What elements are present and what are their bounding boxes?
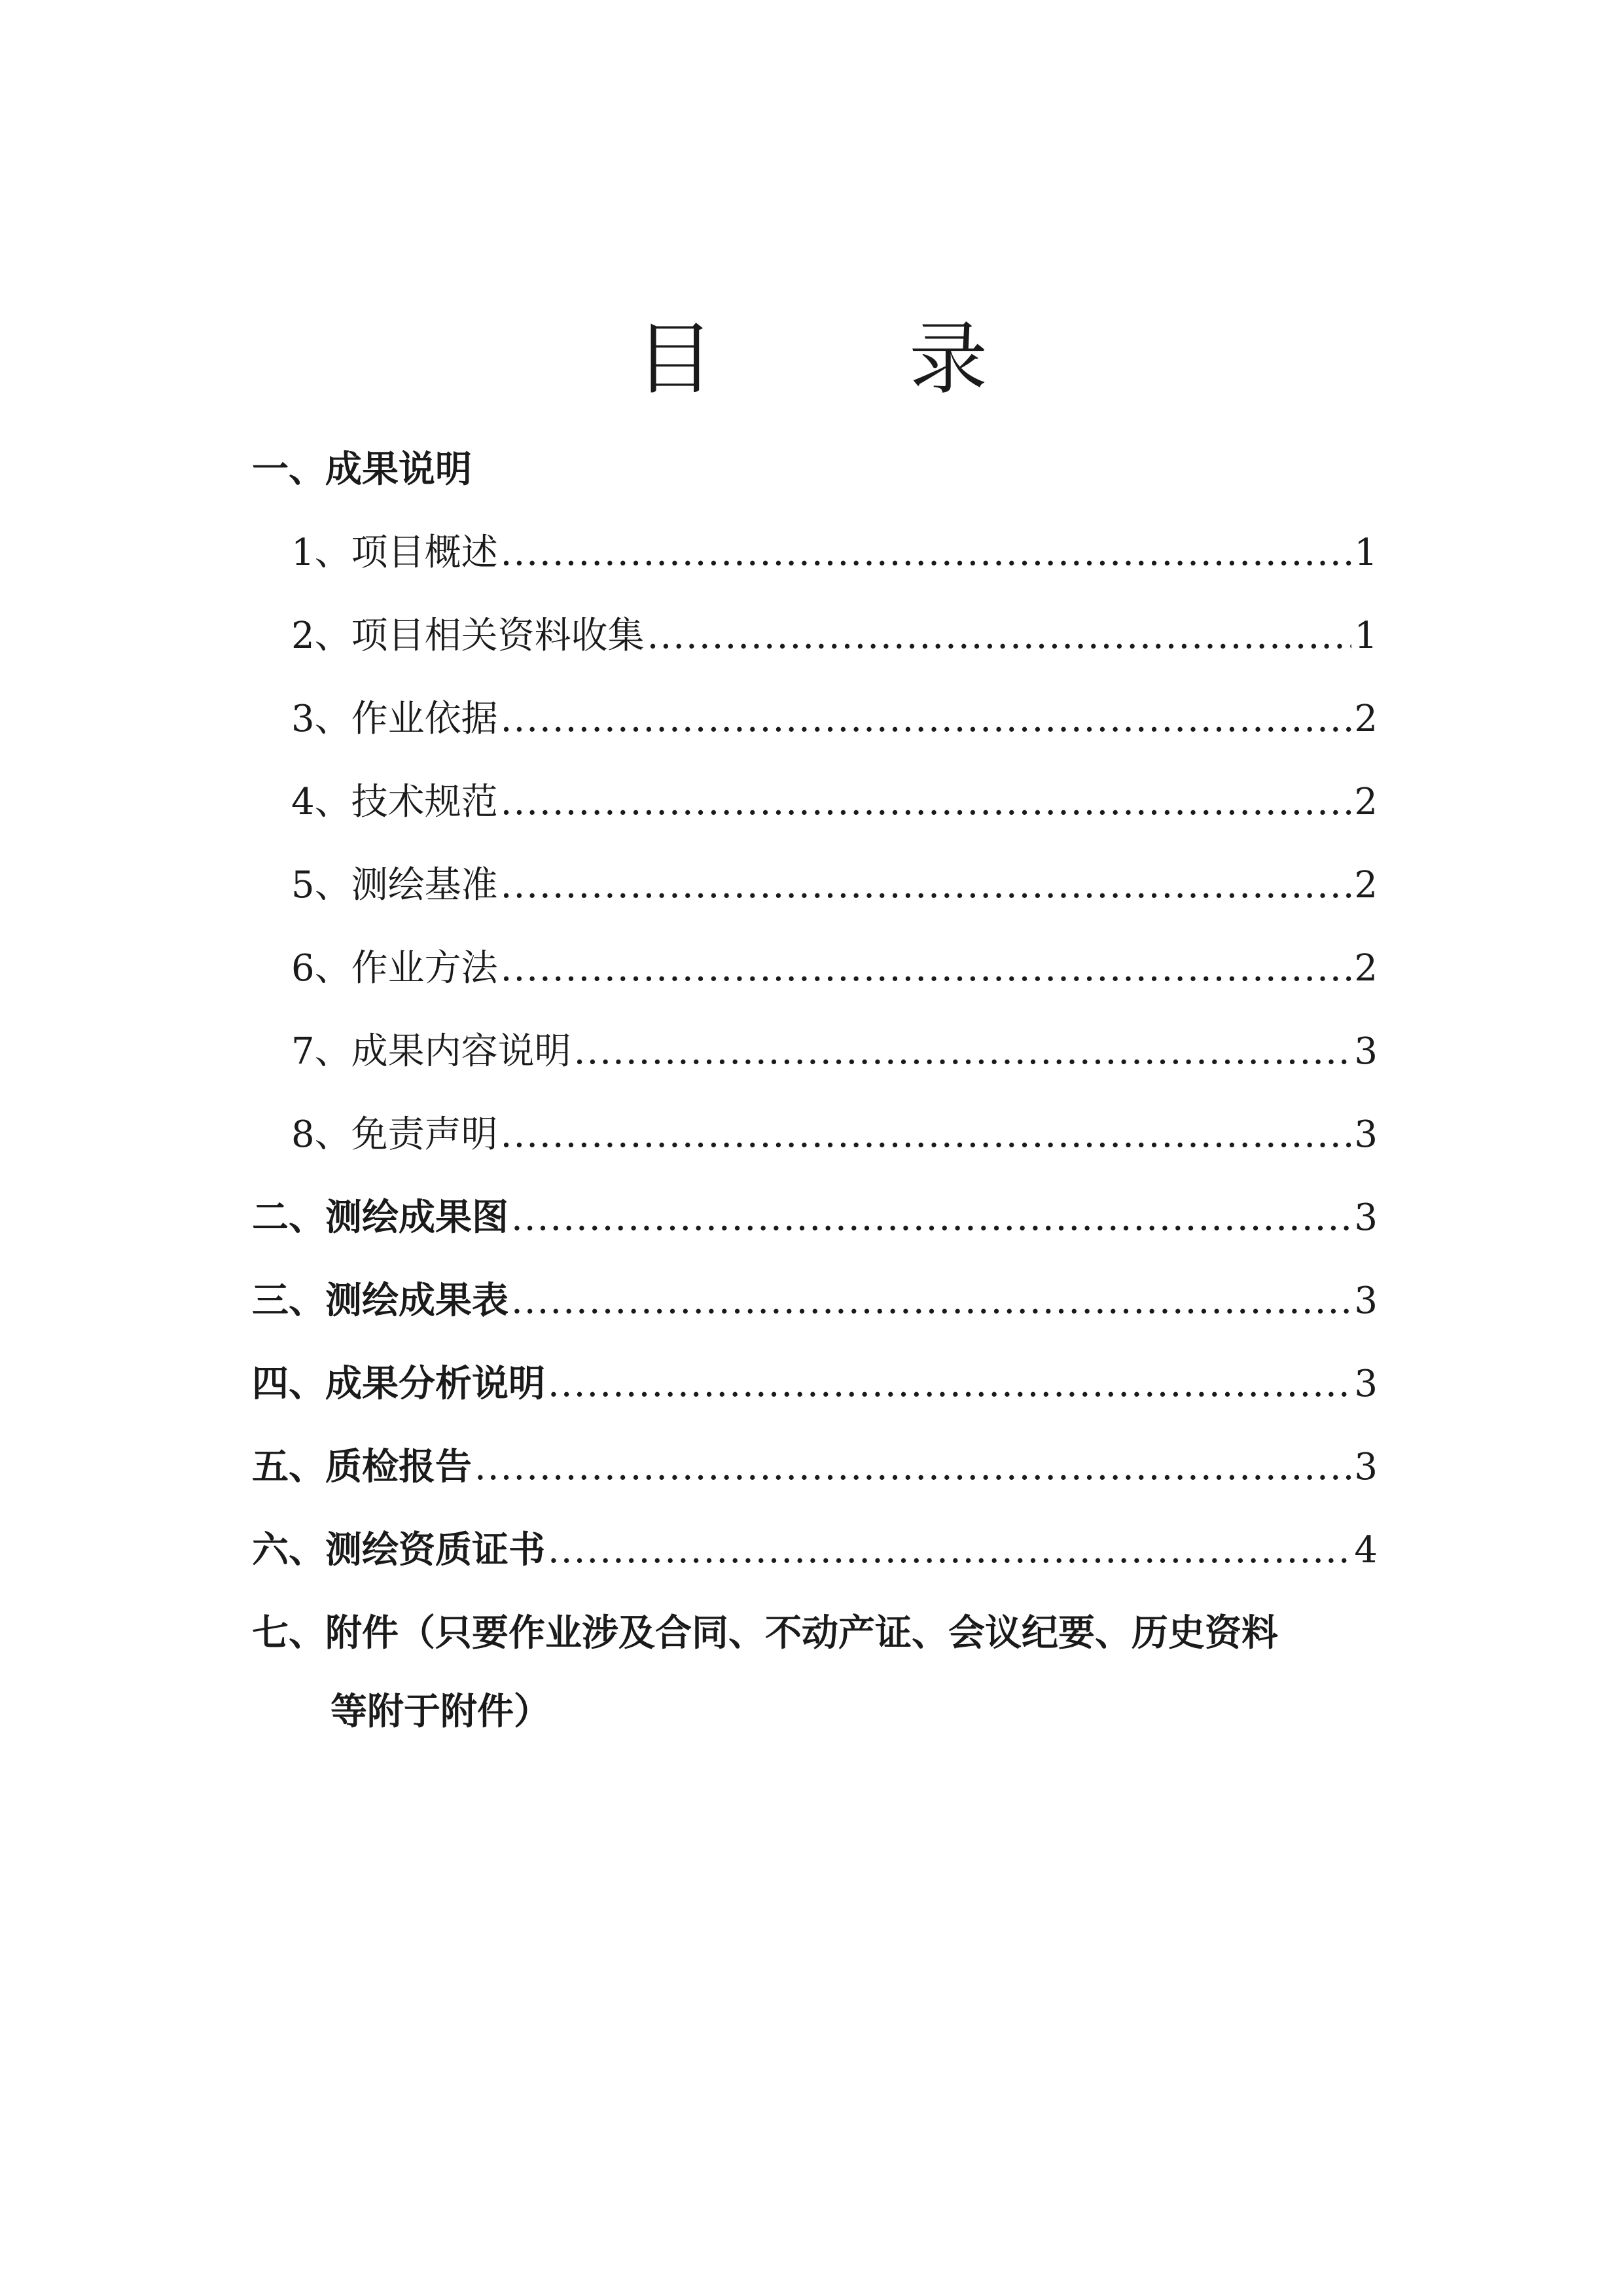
toc-section-label: 五、质检报告 xyxy=(252,1446,472,1488)
toc-item-label: 4、技术规范 xyxy=(291,781,498,823)
toc-section-label: 七、附件（只要作业涉及合同、不动产证、会议纪要、历史资料 xyxy=(252,1612,1278,1655)
toc-page-number: 2 xyxy=(1354,864,1378,906)
toc-section-label: 二、测绘成果图 xyxy=(252,1196,508,1239)
toc-page-number: 3 xyxy=(1354,1446,1378,1488)
toc-section-7-continued xyxy=(330,1679,1378,1745)
toc-dot-leader xyxy=(501,936,1352,1001)
toc-dot-leader xyxy=(501,853,1352,918)
toc-section-label: 四、成果分析说明 xyxy=(252,1363,545,1405)
toc-page-number: 3 xyxy=(1354,1363,1378,1405)
toc-dot-leader xyxy=(511,1185,1351,1251)
toc-page-number: 3 xyxy=(1354,1280,1378,1322)
toc-item[interactable] xyxy=(291,770,1378,835)
toc-section[interactable] xyxy=(252,1435,1378,1500)
toc-dot-leader xyxy=(574,1019,1352,1085)
toc-section-label: 三、测绘成果表 xyxy=(252,1280,508,1322)
toc-item[interactable] xyxy=(291,853,1378,918)
toc-dot-leader xyxy=(501,1102,1352,1168)
toc-section-7[interactable] xyxy=(252,1601,1430,1666)
toc-section-label-continued: 等附于附件） xyxy=(330,1691,550,1733)
toc-dot-leader xyxy=(501,520,1352,586)
toc-page-number: 4 xyxy=(1354,1529,1378,1571)
toc-section[interactable] xyxy=(252,1268,1378,1334)
toc-dot-leader xyxy=(548,1352,1351,1417)
toc-section-label: 一、成果说明 xyxy=(252,448,472,491)
toc-section[interactable] xyxy=(252,1352,1378,1417)
toc-dot-leader xyxy=(501,687,1352,752)
toc-dot-leader xyxy=(647,603,1352,669)
toc-item[interactable] xyxy=(291,520,1378,586)
toc-dot-leader xyxy=(474,1435,1351,1500)
toc-dot-leader xyxy=(511,1268,1351,1334)
toc-item[interactable] xyxy=(291,936,1378,1001)
toc-section-label: 六、测绘资质证书 xyxy=(252,1529,545,1571)
toc-item[interactable] xyxy=(291,1102,1378,1168)
toc-dot-leader xyxy=(501,770,1352,835)
toc-page-number: 2 xyxy=(1354,698,1378,740)
toc-item-label: 2、项目相关资料收集 xyxy=(291,615,645,657)
toc-page-number: 1 xyxy=(1354,531,1378,574)
toc-item-label: 7、成果内容说明 xyxy=(291,1030,571,1073)
toc-item[interactable] xyxy=(291,687,1378,752)
toc-page-number: 3 xyxy=(1354,1196,1378,1239)
toc-item-label: 3、作业依据 xyxy=(291,698,498,740)
toc-page-number: 2 xyxy=(1354,781,1378,823)
page-title: 目 录 xyxy=(635,314,1073,405)
toc-item[interactable] xyxy=(291,1019,1378,1085)
toc-section-1[interactable] xyxy=(252,437,1378,503)
toc-section[interactable] xyxy=(252,1518,1378,1583)
toc-item-label: 1、项目概述 xyxy=(291,531,498,574)
toc-item[interactable] xyxy=(291,603,1378,669)
toc-item-label: 8、免责声明 xyxy=(291,1113,498,1156)
toc-page-number: 3 xyxy=(1354,1113,1378,1156)
toc-dot-leader xyxy=(548,1518,1351,1583)
toc-page-number: 1 xyxy=(1354,615,1378,657)
toc-item-label: 6、作业方法 xyxy=(291,947,498,990)
toc-page-number: 2 xyxy=(1354,947,1378,990)
toc-section[interactable] xyxy=(252,1185,1378,1251)
toc-page-number: 3 xyxy=(1354,1030,1378,1073)
toc-item-label: 5、测绘基准 xyxy=(291,864,498,906)
